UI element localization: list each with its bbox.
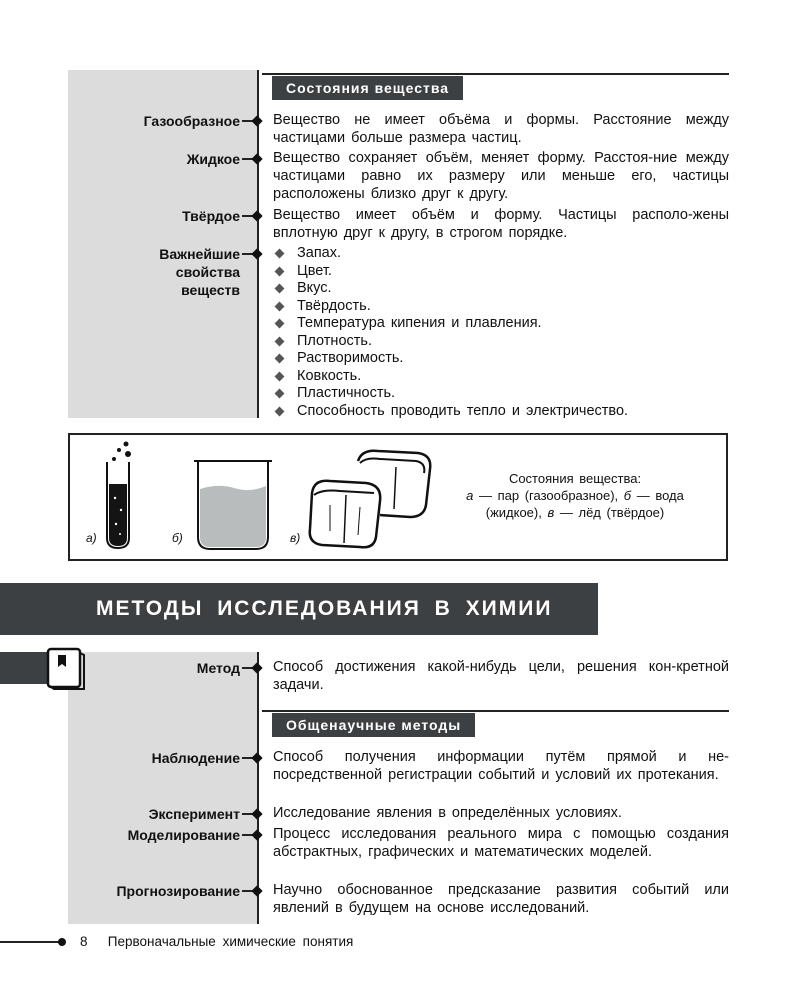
term-forecasting: Прогнозирование — [116, 883, 240, 899]
caption-letter-b: б — [623, 488, 632, 503]
chapter-title: МЕТОДЫ ИССЛЕДОВАНИЯ В ХИМИИ — [96, 597, 553, 620]
figure-label-b: б) — [172, 531, 183, 545]
list-item: Запах. — [273, 245, 628, 263]
properties-list — [273, 245, 628, 420]
list-item: Цвет. — [273, 263, 628, 281]
list-item: Пластичность. — [273, 385, 628, 403]
footer-rule — [0, 941, 60, 943]
list-item: Растворимость. — [273, 350, 628, 368]
definition-method: Способ достижения какой-нибудь цели, решения кон-кретной задачи. — [273, 659, 729, 693]
term-modeling: Моделирование — [127, 827, 240, 843]
list-item: Температура кипения и плавления. — [273, 315, 628, 333]
definition-solid: Вещество имеет объём и форму. Частицы располо-жены вплотную друг к другу, в строгом порядке. — [273, 207, 729, 241]
list-item: Плотность. — [273, 333, 628, 351]
figure-label-c: в) — [290, 531, 301, 545]
caption-letter-a: а — [466, 488, 474, 503]
footer — [80, 934, 353, 949]
term-gaseous: Газообразное — [143, 113, 240, 129]
term-properties: Важнейшие свойства веществ — [159, 246, 240, 298]
caption-body — [440, 487, 710, 521]
caption-text-c: — лёд (твёрдое) — [554, 505, 665, 520]
vertical-rule — [257, 652, 259, 924]
list-item: Ковкость. — [273, 368, 628, 386]
term-observation: Наблюдение — [151, 750, 240, 766]
caption-text-a: — пар (газообразное), — [473, 488, 624, 503]
caption-text-b: — вода (жидкое), — [485, 488, 684, 520]
definition-experiment: Исследование явления в определённых условиях. — [273, 805, 622, 821]
list-item: Вкус. — [273, 280, 628, 298]
term-liquid: Жидкое — [186, 151, 240, 167]
definition-forecasting: Научно обоснованное предсказание развития событий или явлений в будущем на основе исследований. — [273, 882, 729, 916]
section-title-methods: Общенаучные методы — [272, 713, 475, 737]
term-experiment: Эксперимент — [148, 806, 240, 822]
ice-cubes-illustration — [300, 445, 440, 553]
definition-gaseous: Вещество не имеет объёма и формы. Расстояние между частицами больше размера частиц. — [273, 112, 729, 146]
caption-letter-c: в — [547, 505, 555, 520]
figure-caption — [440, 470, 710, 521]
page-number: 8 — [80, 934, 88, 949]
definition-liquid: Вещество сохраняет объём, меняет форму. Расстоя-ние между частицами равно их размеру или меньше его, частицы расположены близко друг к другу. — [273, 150, 729, 202]
section-header-rule — [262, 73, 729, 75]
section-title-states: Состояния вещества — [272, 76, 463, 100]
footer-dot — [58, 938, 66, 946]
figure-label-a: а) — [86, 531, 97, 545]
definition-observation: Способ получения информации путём прямой и не-посредственной регистрации событий и условий их протекания. — [273, 749, 729, 783]
chapter-name: Первоначальные химические понятия — [107, 934, 354, 949]
list-item: Способность проводить тепло и электричество. — [273, 403, 628, 421]
beaker-illustration — [188, 455, 278, 555]
section-header-rule — [262, 710, 729, 712]
definition-modeling: Процесс исследования реального мира с помощью создания абстрактных, графических и математических моделей. — [273, 826, 729, 860]
term-solid: Твёрдое — [182, 208, 240, 224]
test-tube-illustration — [100, 438, 140, 553]
book-icon — [44, 645, 88, 691]
term-method: Метод — [196, 660, 240, 676]
list-item: Твёрдость. — [273, 298, 628, 316]
caption-title: Состояния вещества: — [508, 471, 642, 486]
